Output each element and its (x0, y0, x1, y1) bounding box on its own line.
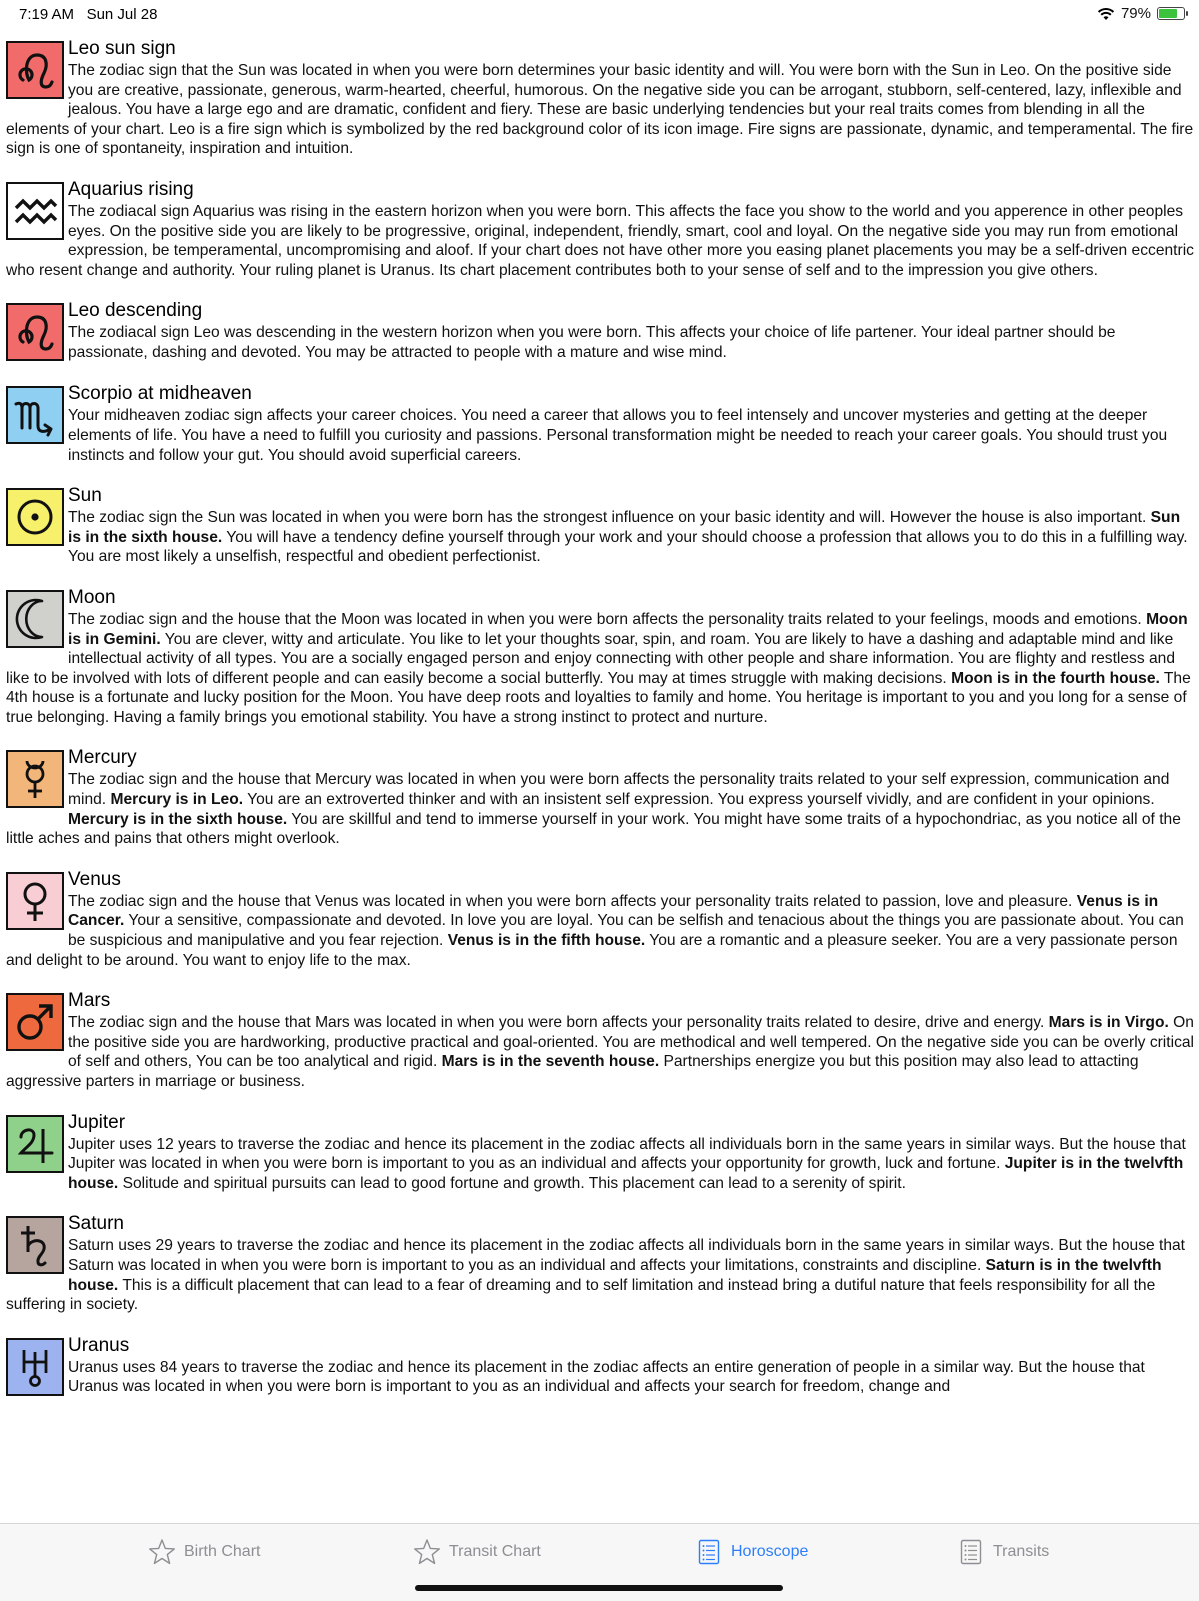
horoscope-entry (6, 1334, 1194, 1398)
entry-text-segment: The zodiac sign and the house that Mars was located in when you were born affects your personality traits related to desire, drive and energy. (68, 1014, 1049, 1032)
entry-highlight: Venus is in Cancer. (68, 892, 1159, 930)
status-bar (0, 0, 1199, 30)
tab-transit-chart[interactable] (413, 1538, 541, 1566)
tab-birth-chart[interactable] (148, 1538, 260, 1566)
entry-text-segment: You are an extroverted thinker and with an insistent self expression. You express yourself vividly, and are confident in your opinions. (243, 791, 1155, 809)
horoscope-entry (6, 1212, 1194, 1314)
tab-bar (0, 1523, 1199, 1601)
entry-text-segment: Saturn uses 29 years to traverse the zodiac and hence its placement in the zodiac affects all individuals born in the same years in similar ways. But the house that Saturn was located in when you were born is important to you as an individual and affects your limitations, constraints and discipline. (68, 1237, 1186, 1274)
entry-text-segment: You are skillful and tend to immerse yourself in your work. You might have some traits of a hypochondriac, as you notice all of the little aches and pains that others might overlook. (6, 810, 1181, 848)
jupiter-icon (6, 1115, 64, 1173)
entry-text-segment: The zodiacal sign Aquarius was rising in the eastern horizon when you were born. This affects the face you show to the world and you apperence in other peoples eyes. On the positive side you are likely to be progressive, original, independent, friendly, smart, cool and loyal. On the negative side you may run from emotional expression, be temperamental, uncompromising and aloof. If your chart does not have other more you easing planet placements you may be a self-driven eccentric who resent change and authority. Your ruling planet is Uranus. Its chart placement contributes both to your sense of self and to the impression you give others. (6, 202, 1194, 279)
entry-text-segment: On the positive side you are hardworking, productive practical and goal-oriented. You are methodical and well tempered. On the negative side you can be overly critical of self and others, You can be too analytical and rigid. (68, 1014, 1194, 1071)
horoscope-entry (6, 299, 1194, 363)
leo-icon (6, 303, 64, 361)
home-indicator[interactable] (415, 1585, 783, 1591)
horoscope-entry (6, 1111, 1194, 1194)
entry-description (6, 61, 1194, 159)
tab-label: Transits (993, 1543, 1050, 1560)
entry-text-segment: The zodiac sign and the house that Mercury was located in when you were born affects the personality traits related to your self expression, communication and mind. (68, 771, 1170, 809)
tab-label: Horoscope (731, 1543, 809, 1560)
entry-description (6, 323, 1194, 362)
entry-description (6, 1013, 1194, 1091)
entry-highlight: Jupiter is in the twelvfth house. (68, 1155, 1184, 1192)
scorpio-icon (6, 386, 64, 444)
tab-horoscope[interactable] (695, 1538, 808, 1566)
entry-text-segment: The 4th house is a fortunate and lucky position for the Moon. You have deep roots and loyalties to family and home. You heritage is important to you and you long for a sense of true belonging. Having a family brings you emotional stability. You have a strong instinct to protect and nurture. (6, 669, 1191, 726)
entry-text-segment: You will have a tendency define yourself through your work and your should choose a profession that allows you to do this in a fulfilling way. You are most likely a unselfish, respectful and obedient perfectionist. (68, 528, 1188, 566)
entry-text-segment: You are a romantic and a pleasure seeker. You are a very passionate person and delight to be around. You want to enjoy life to the max. (6, 932, 1178, 969)
entry-description (6, 1135, 1194, 1194)
entry-description (6, 202, 1194, 280)
entry-text-segment: The zodiac sign that the Sun was located in when you were born determines your basic identity and will. You were born with the Sun in Leo. On the positive side you are creative, passionate, generous, warm-hearted, cheerful, humorous. On the negative side you can be arrogant, stubborn, self-centered, lazy, inflexible and jealous. You have a large ego and are dramatic, confident and fiery. These are basic underlying tendencies but your real traits comes from blending in all the elements of your chart. Leo is a fire sign which is symbolized by the red background color of its icon image. Fire signs are passionate, dynamic, and temperamental. The fire sign is one of spontaneity, inspiration and intuition. (6, 62, 1194, 158)
horoscope-entry (6, 37, 1194, 159)
entry-title: Saturn (68, 1213, 124, 1235)
tab-label: Birth Chart (184, 1543, 261, 1560)
horoscope-entry (6, 484, 1194, 567)
entry-text-segment: This is a difficult placement that can lead to a fear of dreaming and to self limitation and instead bring a dutiful nature that feels responsibility for all the suffering in society. (6, 1276, 1156, 1314)
entry-highlight: Mars is in Virgo. (1048, 1014, 1169, 1032)
venus-icon (6, 872, 64, 930)
entry-highlight: Mars is in the seventh house. (441, 1053, 660, 1071)
sun-icon (6, 488, 64, 546)
entry-title: Scorpio at midheaven (68, 383, 252, 405)
horoscope-entry (6, 746, 1194, 848)
entry-title: Leo descending (68, 300, 203, 322)
status-time (19, 6, 157, 23)
mercury-icon (6, 750, 64, 808)
entry-text-segment: The zodiac sign and the house that the Moon was located in when you were born affects the personality traits related to your feelings, moods and emotions. (68, 610, 1147, 628)
entry-text-segment: You are clever, witty and articulate. You like to let your thoughts soar, spin, and roam. You are likely to have a dashing and adaptable mind and like intellectual activity of all types. You are a socially engaged person and enjoy connecting with other people and share information. You are flighty and restless and like to be involved with lots of different people and can easily become a social butterfly. You may at times struggle with making decisions. (6, 630, 1176, 687)
status-date: Sun Jul 28 (86, 6, 158, 23)
wifi-icon (1097, 7, 1115, 21)
battery-level (1159, 9, 1177, 18)
entry-text-segment: Your midheaven zodiac sign affects your career choices. You need a career that allows you to feel intensely and uncover mysteries and getting at the deeper elements of life. You have a need to fulfill you curiosity and passions. Personal transformation might be needed to reach your career goals. You should trust you instincts and follow your gut. You should avoid superficial careers. (68, 407, 1168, 464)
tab-transits[interactable] (957, 1538, 1049, 1566)
star-icon (148, 1538, 176, 1566)
leo-icon (6, 41, 64, 99)
entry-title: Mars (68, 990, 111, 1012)
uranus-icon (6, 1338, 64, 1396)
entry-highlight: Moon is in the fourth house. (951, 669, 1160, 687)
aquarius-icon (6, 182, 64, 240)
entry-highlight: Sun is in the sixth house. (68, 509, 1181, 546)
entry-highlight: Mercury is in Leo. (110, 791, 244, 809)
entry-description (6, 1358, 1194, 1397)
entry-title: Leo sun sign (68, 38, 176, 59)
entry-title: Venus (68, 868, 121, 890)
entry-text-segment: The zodiacal sign Leo was descending in the western horizon when you were born. This affects your choice of life partener. Your ideal partner should be passionate, dashing and devoted. You may be attracted to people with a mature and wise mind. (68, 324, 1116, 361)
entry-title: Moon (68, 586, 116, 608)
entry-text-segment: Your a sensitive, compassionate and devoted. In love you are loyal. You can be selfish and tenacious about the things you are passionate about. You can be suspicious and manipulative and you fear rejection. (68, 912, 1184, 950)
entry-title: Aquarius rising (68, 178, 194, 200)
battery-percent: 79% (1120, 5, 1151, 22)
horoscope-entry (6, 382, 1194, 465)
entry-text-segment: The zodiac sign the Sun was located in when you were born has the strongest influence on your basic identity and will. However the house is also important. (68, 509, 1151, 527)
status-clock: 7:19 AM (19, 6, 75, 23)
status-indicators (1097, 5, 1185, 22)
moon-icon (6, 590, 64, 648)
entry-text-segment: Solitude and spiritual pursuits can lead to good fortune and growth. This placement can lead to a serenity of spirit. (118, 1174, 906, 1192)
tab-label: Transit Chart (449, 1543, 541, 1560)
entry-highlight: Moon is in Gemini. (68, 610, 1188, 648)
entry-description (6, 770, 1194, 848)
entry-title: Jupiter (68, 1111, 126, 1133)
horoscope-entry (6, 178, 1194, 280)
list-icon (957, 1538, 985, 1566)
horoscope-entry (6, 989, 1194, 1091)
entry-text-segment: Uranus uses 84 years to traverse the zodiac and hence its placement in the zodiac affects an entire generation of people in a similar way. But the house that Uranus was located in when you were born is important to you as an individual and affects your search for freedom, change and (68, 1358, 1145, 1396)
entry-text-segment: Partnerships energize you but this position may also lead to attacting aggressive parters in marriage or business. (6, 1053, 1139, 1090)
battery-icon (1157, 7, 1185, 20)
entry-highlight: Saturn is in the twelvfth house. (68, 1256, 1162, 1294)
entry-description (6, 1236, 1194, 1314)
entry-description (6, 610, 1194, 728)
mars-icon (6, 993, 64, 1051)
horoscope-entry (6, 868, 1194, 970)
horoscope-list[interactable] (6, 34, 1194, 1522)
entry-description (6, 508, 1194, 567)
entry-title: Sun (68, 485, 102, 507)
saturn-icon (6, 1216, 64, 1274)
entry-highlight: Mercury is in the sixth house. (68, 810, 288, 828)
star-icon (413, 1538, 441, 1566)
list-icon (695, 1538, 723, 1566)
entry-description (6, 892, 1194, 970)
entry-description (6, 406, 1194, 465)
entry-text-segment: Jupiter uses 12 years to traverse the zodiac and hence its placement in the zodiac affects all individuals born in the same years in similar ways. But the house that Jupiter was located in when you were born is important to you as an individual and affects your opportunity for growth, luck and fortune. (68, 1135, 1186, 1173)
entry-title: Uranus (68, 1334, 130, 1356)
entry-highlight: Venus is in the fifth house. (447, 932, 646, 950)
entry-text-segment: The zodiac sign and the house that Venus was located in when you were born affects your personality traits related to passion, love and pleasure. (68, 892, 1077, 910)
entry-title: Mercury (68, 747, 137, 769)
horoscope-entry (6, 586, 1194, 728)
